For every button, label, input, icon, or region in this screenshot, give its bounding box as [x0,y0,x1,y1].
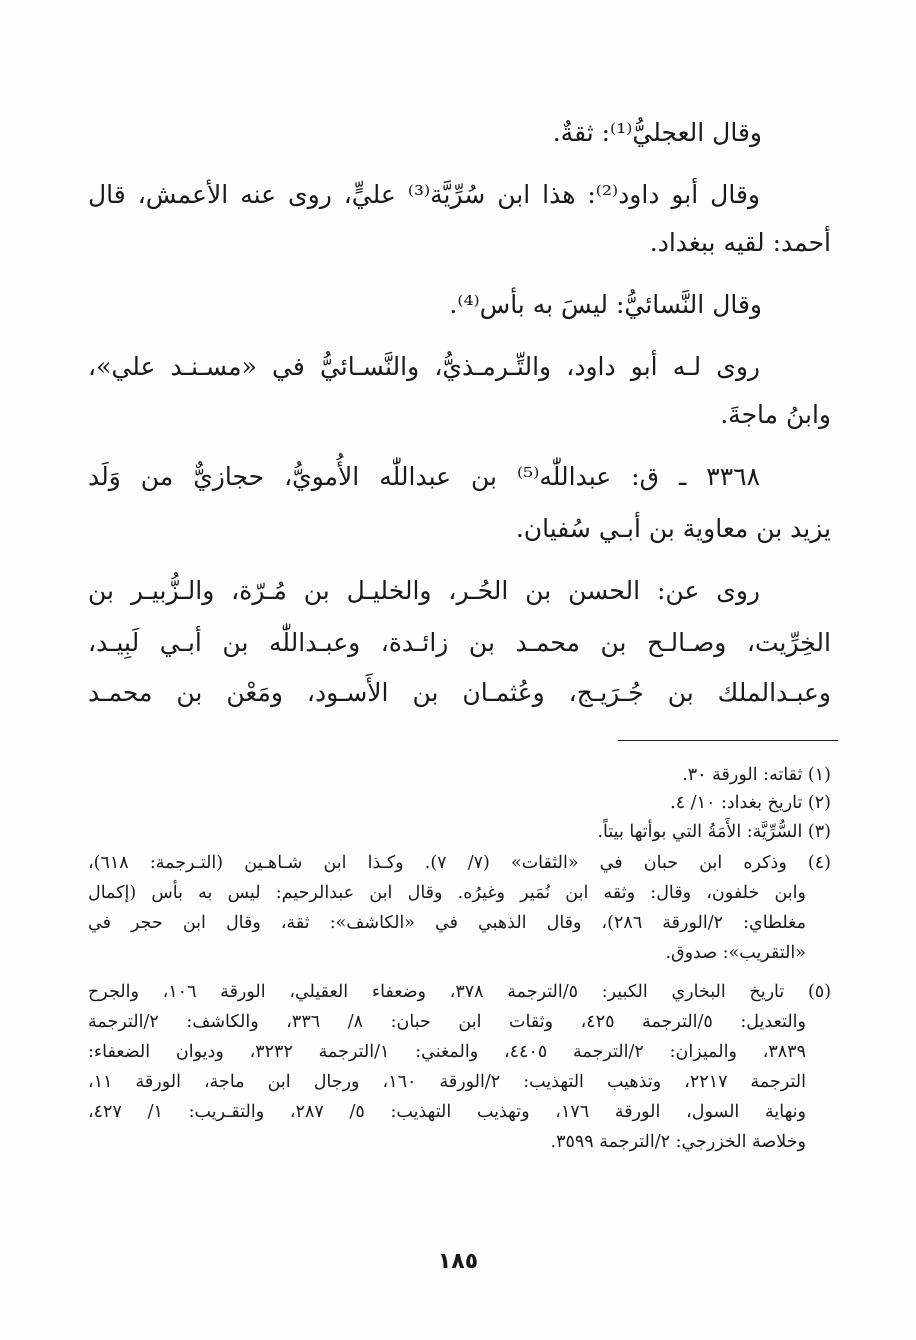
footnote-4-line-2: وابن خلفون، وقال: وثقه ابن نُمَير وغيرُه. وقال ابن عبدالرحيم: ليس به بأس (إكمال [88,883,806,903]
main-line-9: روى عن: الحسن بن الحُـر، والخليـل بن مُـرّة، والـزُّبيـر بن [88,576,760,605]
main-line-4: وقال النَّسائيُّ: ليسَ به بأس⁽⁴⁾. [449,290,762,319]
footnote-4-line-4: «التقريب»: صدوق. [665,943,806,963]
main-line-2: وقال أبو داود⁽²⁾: هذا ابن سُرِّيَّة⁽³⁾ عليٍّ، روى عنه الأعمش، قال [88,180,760,209]
footnote-5-line-3: ٣٨٣٩، والميزان: ٢/الترجمة ٤٤٠٥، والمغني: ١/الترجمة ٣٢٣٢، وديوان الضعفاء: [88,1042,806,1062]
footnote-3: (٣) السُّرِّيَّة: الأَمَةُ التي بوأتها بيتاً. [597,822,831,842]
footnote-5-line-5: ونهاية السول، الورقة ١٧٦، وتهذيب التهذيب: ٥/ ٢٨٧، والتقـريب: ١/ ٤٢٧، [88,1102,806,1122]
footnote-5-line-6: وخلاصة الخزرجي: ٢/الترجمة ٣٥٩٩. [550,1132,806,1152]
main-line-11: وعبـدالملك بن جُـرَيـج، وعُثمـان بن الأَسـود، ومَعْن بن محمـد [88,678,831,707]
footnote-4-line-1: (٤) وذكره ابن حبان في «الثقات» (٧/ ٧). وكـذا ابن شـاهـين (التـرجمة: ٦١٨)، [88,853,831,873]
main-line-5: روى لـه أبو داود، والتِّـرمـذيُّ، والنَّسـائيُّ في «مسـنـد علي»، [88,352,760,381]
main-line-1: وقال العجليُّ⁽¹⁾: ثقةٌ. [552,118,762,147]
footnote-5-line-2: والتعديل: ٥/الترجمة ٤٢٥، وثقات ابن حبان: ٨/ ٣٣٦، والكاشف: ٢/الترجمة [88,1012,806,1032]
footnote-5-line-1: (٥) تاريخ البخاري الكبير: ٥/الترجمة ٣٧٨، وضعفاء العقيلي، الورقة ١٠٦، والجرح [88,982,832,1002]
entry-3368-heading: ٣٣٦٨ ـ ق: عبداللّٰه⁽⁵⁾ بن عبداللّٰه الأُمويُّ، حجازيٌّ من وَلَد [88,462,760,491]
main-line-8: يزيد بن معاوية بن أبـي سُفيان. [515,514,831,543]
footnote-5-line-4: الترجمة ٢٢١٧، وتذهيب التهذيب: ٢/الورقة ١٦٠، ورجال ابن ماجة، الورقة ١١، [88,1072,806,1092]
footnote-1: (١) ثقاته: الورقة ٣٠. [682,765,831,785]
main-line-10: الخِرِّيت، وصـالـح بن محمـد بن زائـدة، وعبـداللّٰه بن أبـي لَبِيـد، [88,628,831,657]
page-number: ١٨٥ [437,1249,479,1274]
main-line-3: أحمد: لقيه ببغداد. [649,228,831,257]
footnote-2: (٢) تاريخ بغداد: ١٠/ ٤. [670,793,831,813]
footnote-4-line-3: مغلطاي: ٢/الورقة ٢٨٦)، وقال الذهبي في «الكاشف»: ثقة، وقال ابن حجر في [88,913,806,933]
footnote-divider [618,740,838,741]
main-line-6: وابنُ ماجةَ. [720,400,831,429]
